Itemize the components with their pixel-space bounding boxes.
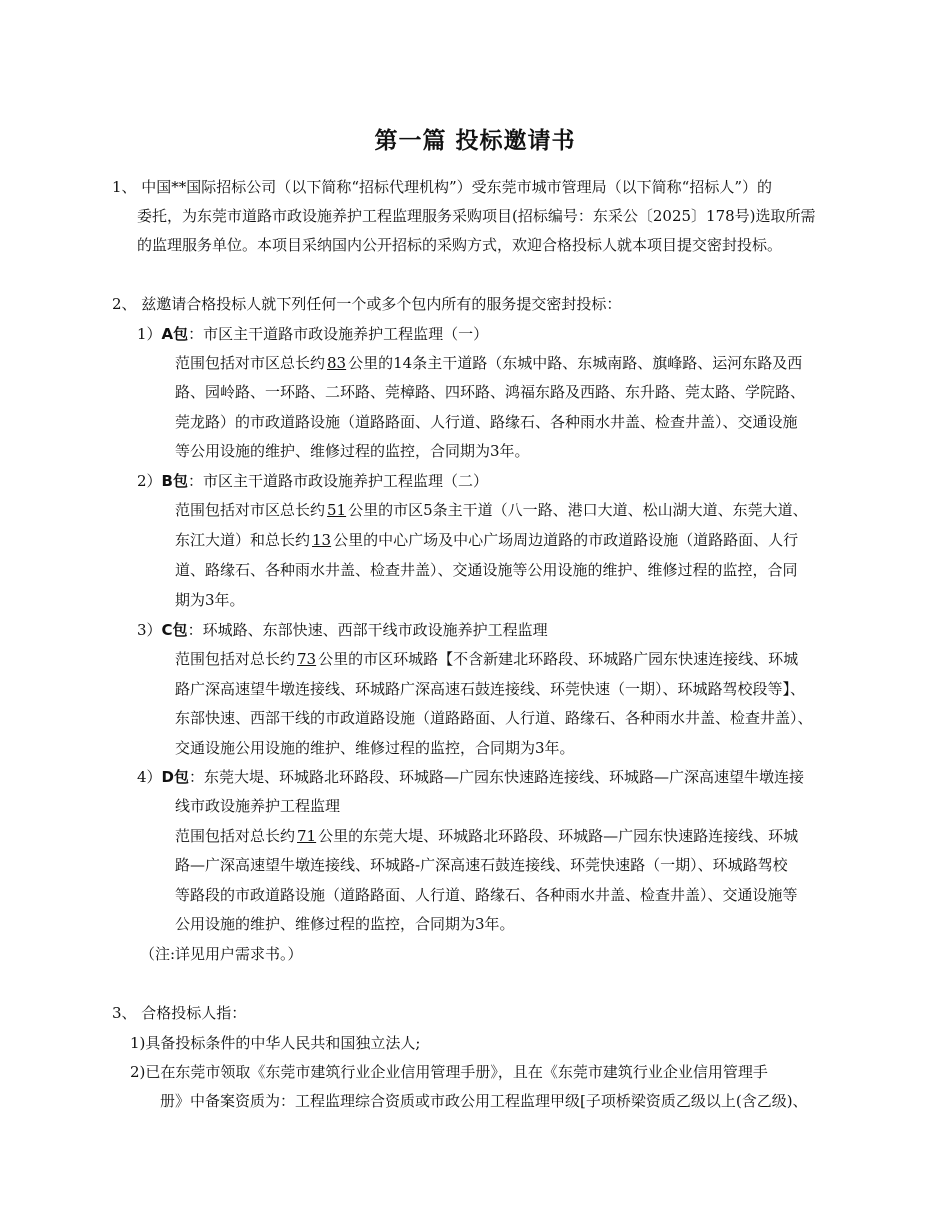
package-b-heading [137,471,488,491]
note: （注:详见用户需求书。） [140,945,303,963]
length-value: 73 [297,650,317,668]
page-title: 第一篇 投标邀请书 [374,128,576,154]
package-d-title: ：东莞大堤、环城路北环路段、环城路—广园东快速路连接线、环城路—广深高速望牛墩连接 [189,768,805,786]
section3-item1: 1)具备投标条件的中华人民共和国独立法人; [130,1034,421,1052]
text: 公里的14条主干道路（东城中路、东城南路、旗峰路、运河东路及西 [348,354,803,372]
package-c-line3: 东部快速、西部干线的市政道路设施（道路路面、人行道、路缘石、各种雨水井盖、检查井盖）、 [175,709,813,727]
package-d-line2: 路—广深高速望牛墩连接线、环城路-广深高速石鼓连接线、环莞快速路（一期）、环城路驾校 [175,856,788,874]
package-d-heading [137,767,804,787]
package-d-label: D包 [161,768,189,786]
section3-intro: 3、 合格投标人指： [112,1004,247,1022]
text: 范围包括对总长约 [175,650,296,668]
length-value: 71 [297,827,317,845]
package-d-heading-line2: 线市政设施养护工程监理 [175,797,341,815]
package-b-line3: 道、路缘石、各种雨水井盖、检查井盖）、交通设施等公用设施的维护、维修过程的监控，合同 [175,561,798,579]
package-a-heading [137,324,488,344]
package-b-title: ：市区主干道路市政设施养护工程监理（二） [187,472,488,490]
text: 范围包括对市区总长约 [175,501,326,519]
package-a-num: 1） [137,325,162,343]
package-b-line2 [175,530,798,550]
package-a-line4: 等公用设施的维护、维修过程的监控，合同期为3年。 [175,442,530,460]
package-a-title: ：市区主干道路市政设施养护工程监理（一） [188,325,489,343]
package-d-num: 4） [137,768,162,786]
package-d-line4: 公用设施的维护、维修过程的监控，合同期为3年。 [175,915,515,933]
package-a-label: A包 [161,325,189,343]
text: 公里的市区环城路【不含新建北环路段、环城路广园东快速连接线、环城 [318,650,799,668]
text: 公里的中心广场及中心广场周边道路的市政道路设施（道路路面、人行 [333,531,799,549]
text: 范围包括对总长约 [175,827,296,845]
section3-item2-line2: 册》中备案资质为：工程监理综合资质或市政公用工程监理甲级[子项桥梁资质乙级以上(含乙级)、 [160,1092,808,1110]
text: 东江大道）和总长约 [175,531,311,549]
package-c-title: ：环城路、东部快速、西部干线市政设施养护工程监理 [187,621,548,639]
package-a-line3: 莞龙路）的市政道路设施（道路路面、人行道、路缘石、各种雨水井盖、检查井盖）、交通设施 [175,413,798,431]
package-a-line2: 路、园岭路、一环路、二环路、莞樟路、四环路、鸿福东路及西路、东升路、莞太路、学院路、 [175,383,806,401]
package-b-line1 [175,500,808,520]
package-d-line1 [175,826,798,846]
package-c-num: 3） [137,621,162,639]
package-c-line1 [175,649,798,669]
text: 公里的东莞大堤、环城路北环路段、环城路—广园东快速路连接线、环城 [318,827,799,845]
package-b-label: B包 [161,472,188,490]
package-c-label: C包 [161,621,188,639]
package-a-line1 [175,353,802,373]
package-c-line4: 交通设施公用设施的维护、维修过程的监控，合同期为3年。 [175,739,575,757]
section2-intro: 2、 兹邀请合格投标人就下列任何一个或多个包内所有的服务提交密封投标： [112,295,622,313]
package-c-line2: 路广深高速望牛墩连接线、环城路广深高速石鼓连接线、环莞快速（一期）、环城路驾校段等】、 [175,680,806,698]
package-d-line3: 等路段的市政道路设施（道路路面、人行道、路缘石、各种雨水井盖、检查井盖）、交通设施等 [175,886,798,904]
length-value: 83 [327,354,347,372]
package-b-num: 2） [137,472,162,490]
text: 范围包括对市区总长约 [175,354,326,372]
length-value: 51 [327,501,347,519]
section1-line3: 的监理服务单位。本项目采纳国内公开招标的采购方式，欢迎合格投标人就本项目提交密封投标。 [137,236,783,254]
section1-line1: 1、 中国**国际招标公司（以下简称“招标代理机构”）受东莞市城市管理局（以下简称“招标人”）的 [112,178,772,196]
section1-line2: 委托，为东莞市道路市政设施养护工程监理服务采购项目(招标编号：东采公〔2025〕178号)选取所需 [137,207,816,225]
package-c-heading [137,620,548,640]
package-b-line4: 期为3年。 [175,591,245,609]
length-value: 13 [312,531,332,549]
text: 公里的市区5条主干道（八一路、港口大道、松山湖大道、东莞大道、 [348,501,808,519]
section3-item2-line1: 2)已在东莞市领取《东莞市建筑行业企业信用管理手册》，且在《东莞市建筑行业企业信用管理手 [130,1063,768,1081]
